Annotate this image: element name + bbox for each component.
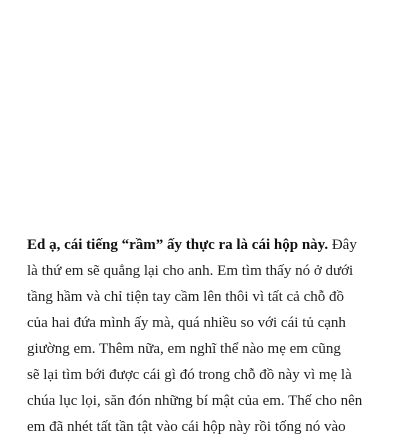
bold-opening-sentence: Ed ạ, cái tiếng “rầm” ấy thực ra là cái hộp này. (27, 237, 329, 253)
body-paragraph (27, 232, 387, 440)
text-line-1 (27, 232, 387, 258)
text-line-7: chúa lục lọi, săn đón những bí mật của em. Thế cho nên (27, 393, 363, 409)
text-line-5: giường em. Thêm nữa, em nghĩ thể nào mẹ em cũng (27, 341, 341, 357)
text-line-3: tầng hầm và chỉ tiện tay cầm lên thôi vì tất cả chỗ đồ (27, 289, 344, 305)
line-1-continuation: Đây (328, 237, 357, 253)
text-line-2: là thứ em sẽ quẳng lại cho anh. Em tìm thấy nó ở dưới (27, 263, 354, 279)
text-line-8: em đã nhét tất tần tật vào cái hộp này rồi tống nó vào (27, 419, 346, 435)
text-line-6: sẽ lại tìm bới được cái gì đó trong chỗ đồ này vì mẹ là (27, 367, 352, 383)
text-line-4: của hai đứa mình ấy mà, quá nhiều so với cái tủ cạnh (27, 315, 346, 331)
